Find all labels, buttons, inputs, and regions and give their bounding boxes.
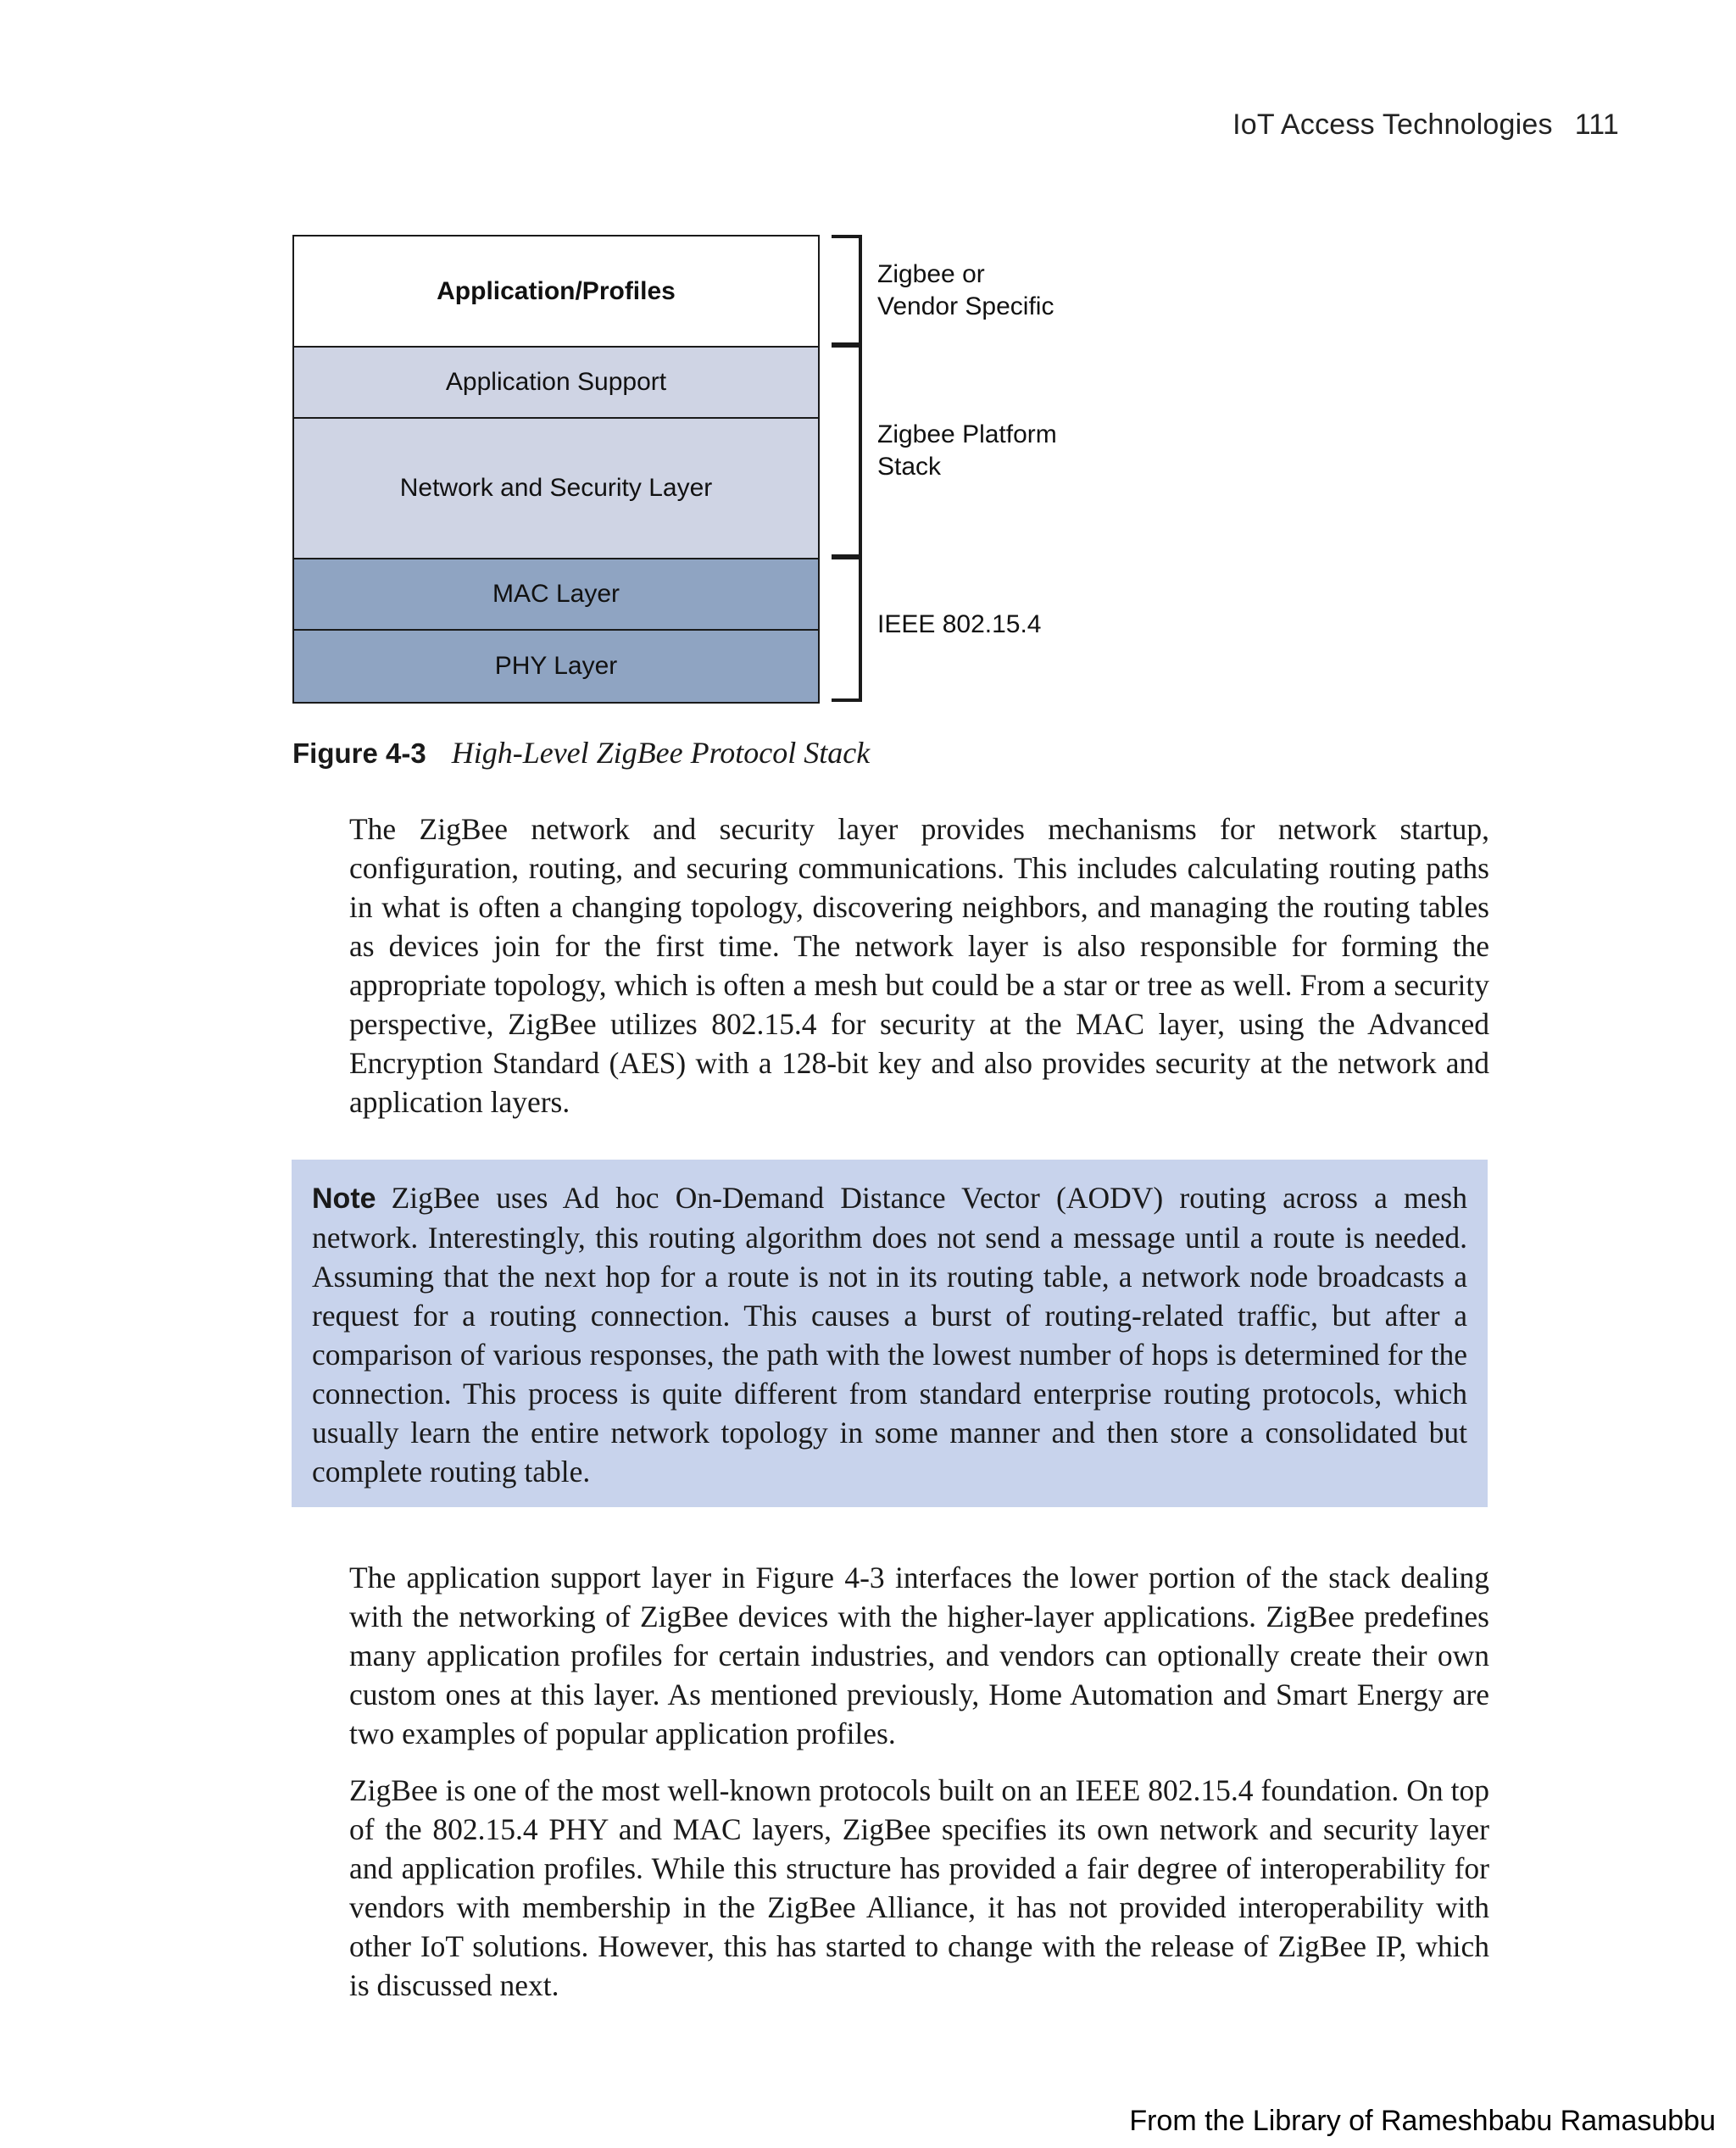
running-header — [1232, 109, 1619, 142]
layer-application-support: Application Support — [294, 348, 818, 419]
protocol-stack-diagram — [292, 235, 820, 704]
bracket-vendor-specific — [832, 235, 862, 346]
note-box — [292, 1160, 1488, 1507]
bracket-ieee — [832, 556, 862, 702]
figure-number: Figure 4-3 — [292, 737, 426, 769]
bracket-label-platform-stack — [877, 419, 1057, 483]
layer-phy: PHY Layer — [294, 631, 818, 702]
body-paragraph: ZigBee is one of the most well-known protocols built on an IEEE 802.15.4 foundation. On top of the 802.15.4 PHY and MAC layers, ZigBee specifies its own network and security layer and application profiles. While this structure has provided a fair degree of interoperability for vendors with membership in the ZigBee Alliance, it has not provided interoperability with other IoT solutions. However, this has started to change with the release of ZigBee IP, which is discussed next. — [349, 1773, 1489, 2002]
layer-application-profiles: Application/Profiles — [294, 237, 818, 348]
bracket-label-line: Vendor Specific — [877, 292, 1054, 320]
bracket-label-line: Zigbee Platform — [877, 420, 1057, 448]
library-watermark: From the Library of Rameshbabu Ramasubbu — [1129, 2105, 1716, 2137]
bracket-label-line: IEEE 802.15.4 — [877, 610, 1042, 638]
note-paragraph — [312, 1178, 1467, 1491]
note-text: ZigBee uses Ad hoc On-Demand Distance Vector (AODV) routing across a mesh network. Interestingly, this routing algorithm does not send a message until a route is needed. Assuming that the next hop for a route is not in its routing table, a network node broadcasts a request for a routing connection. This causes a burst of routing-related traffic, but after a comparison of various responses, the path with the lowest number of hops is determined for the connection. This process is quite different from standard enterprise routing protocols, which usually learn the entire network topology in some manner and then store a consolidated but complete routing table. — [312, 1181, 1467, 1489]
bracket-label-line: Stack — [877, 453, 942, 481]
bracket-label-line: Zigbee or — [877, 260, 985, 288]
layer-network-security: Network and Security Layer — [294, 419, 818, 559]
page-number: 111 — [1574, 109, 1619, 141]
note-label: Note — [312, 1183, 376, 1215]
body-paragraph: The application support layer in Figure 4-3 interfaces the lower portion of the stack dealing with the networking of ZigBee devices with the higher-layer applications. ZigBee predefines many application profiles for certain industries, and vendors can optionally create their own custom ones at this layer. As mentioned previously, Home Automation and Smart Energy are two examples of popular application profiles. — [349, 1561, 1489, 1750]
figure-caption — [292, 734, 870, 772]
section-title: IoT Access Technologies — [1232, 109, 1553, 141]
layer-mac: MAC Layer — [294, 559, 818, 631]
figure-title: High-Level ZigBee Protocol Stack — [451, 736, 871, 770]
body-paragraph: The ZigBee network and security layer provides mechanisms for network startup, configuration, routing, and securing communications. This includes calculating routing paths in what is often a changing topology, discovering neighbors, and managing the routing tables as devices join for the first time. The network layer is also responsible for forming the appropriate topology, which is often a mesh but could be a star or tree as well. From a security perspective, ZigBee utilizes 802.15.4 for security at the MAC layer, using the Advanced Encryption Standard (AES) with a 128-bit key and also provides security at the network and application layers. — [349, 812, 1489, 1119]
bracket-label-vendor-specific — [877, 259, 1054, 323]
bracket-platform-stack — [832, 344, 862, 558]
bracket-label-ieee — [877, 609, 1041, 641]
